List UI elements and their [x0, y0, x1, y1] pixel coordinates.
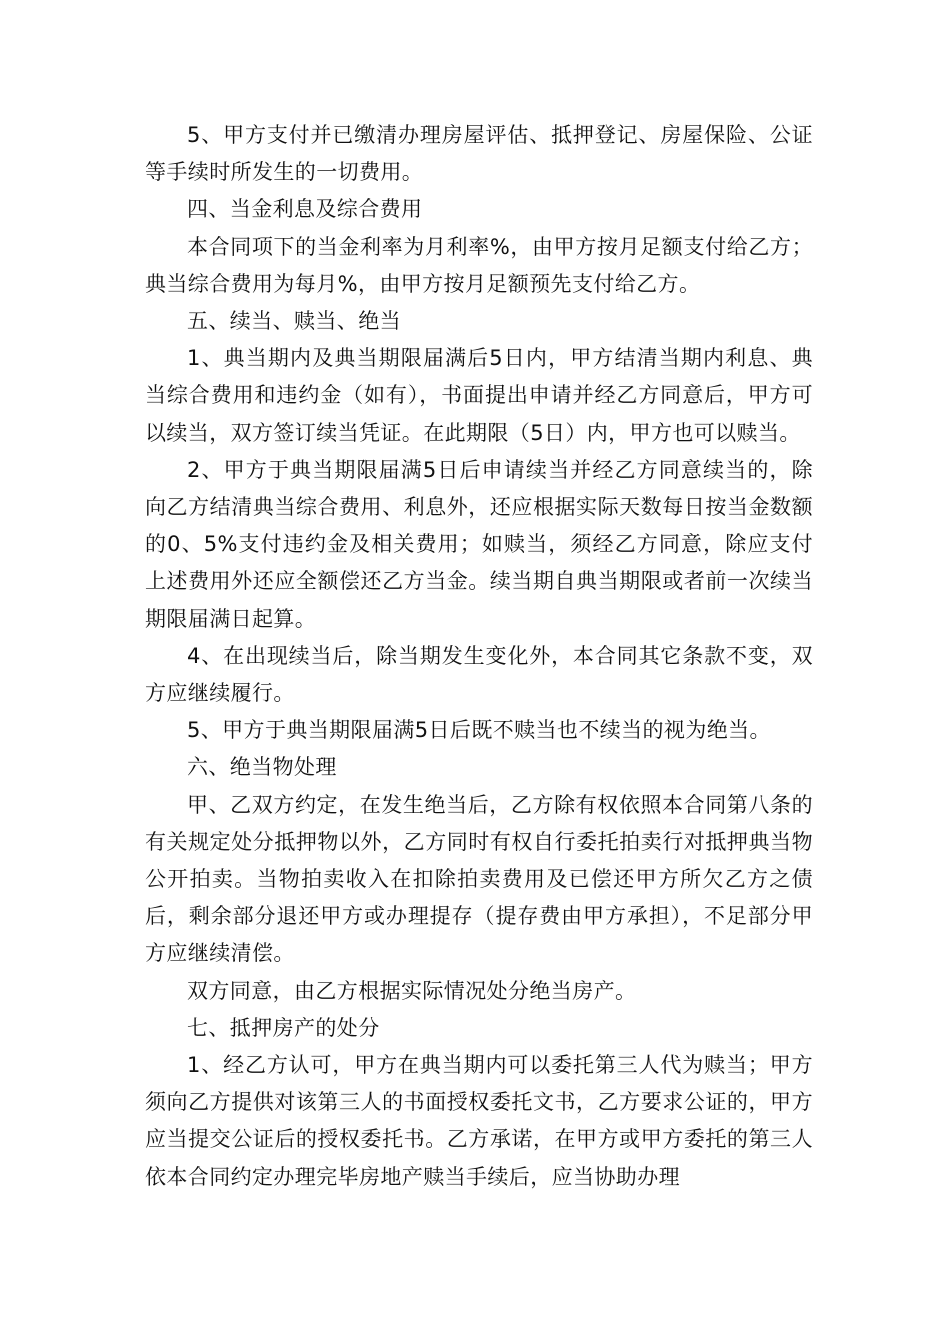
clause-2-late-renewal: 2、甲方于典当期限届满5日后申请续当并经乙方同意续当的，除向乙方结清典当综合费用、利息外，还应根据实际天数每日按当金数额的0、5%支付违约金及相关费用；如赎当，须经乙方同意，除应支付上述费用外还应全额偿还乙方当金。续当期自典当期限或者前一次续当期限届满日起算。 [145, 457, 813, 631]
section-5-heading: 五、续当、赎当、绝当 [187, 309, 401, 334]
clause-1-renewal: 1、典当期内及典当期限届满后5日内，甲方结清当期内利息、典当综合费用和违约金（如有），书面提出申请并经乙方同意后，甲方可以续当，双方签订续当凭证。在此期限（5日）内，甲方也可以赎当。 [145, 346, 813, 445]
clause-5-forfeit: 5、甲方于典当期限届满5日后既不赎当也不续当的视为绝当。 [187, 718, 771, 743]
forfeit-disposal-paragraph: 甲、乙双方约定，在发生绝当后，乙方除有权依照本合同第八条的有关规定处分抵押物以外，乙方同时有权自行委托拍卖行对抵押典当物公开拍卖。当物拍卖收入在扣除拍卖费用及已偿还甲方所欠乙方之债后，剩余部分退还甲方或办理提存（提存费由甲方承担），不足部分甲方应继续清偿。 [145, 792, 813, 966]
section-7-heading: 七、抵押房产的处分 [187, 1015, 380, 1040]
clause-1-third-party: 1、经乙方认可，甲方在典当期内可以委托第三人代为赎当；甲方须向乙方提供对该第三人的书面授权委托文书，乙方要求公证的，甲方应当提交公证后的授权委托书。乙方承诺，在甲方或甲方委托的第三人依本合同约定办理完毕房地产赎当手续后，应当协助办理 [145, 1053, 813, 1189]
interest-rate-paragraph: 本合同项下的当金利率为月利率%，由甲方按月足额支付给乙方；典当综合费用为每月%，由甲方按月足额预先支付给乙方。 [145, 234, 813, 296]
mutual-agreement-paragraph: 双方同意，由乙方根据实际情况处分绝当房产。 [187, 978, 637, 1003]
clause-4-continuation: 4、在出现续当后，除当期发生变化外，本合同其它条款不变，双方应继续履行。 [145, 643, 813, 706]
clause-5-fees: 5、甲方支付并已缴清办理房屋评估、抵押登记、房屋保险、公证等手续时所发生的一切费用。 [145, 123, 813, 185]
section-4-heading: 四、当金利息及综合费用 [187, 197, 423, 222]
document-body [145, 117, 813, 1196]
section-6-heading: 六、绝当物处理 [187, 755, 337, 780]
